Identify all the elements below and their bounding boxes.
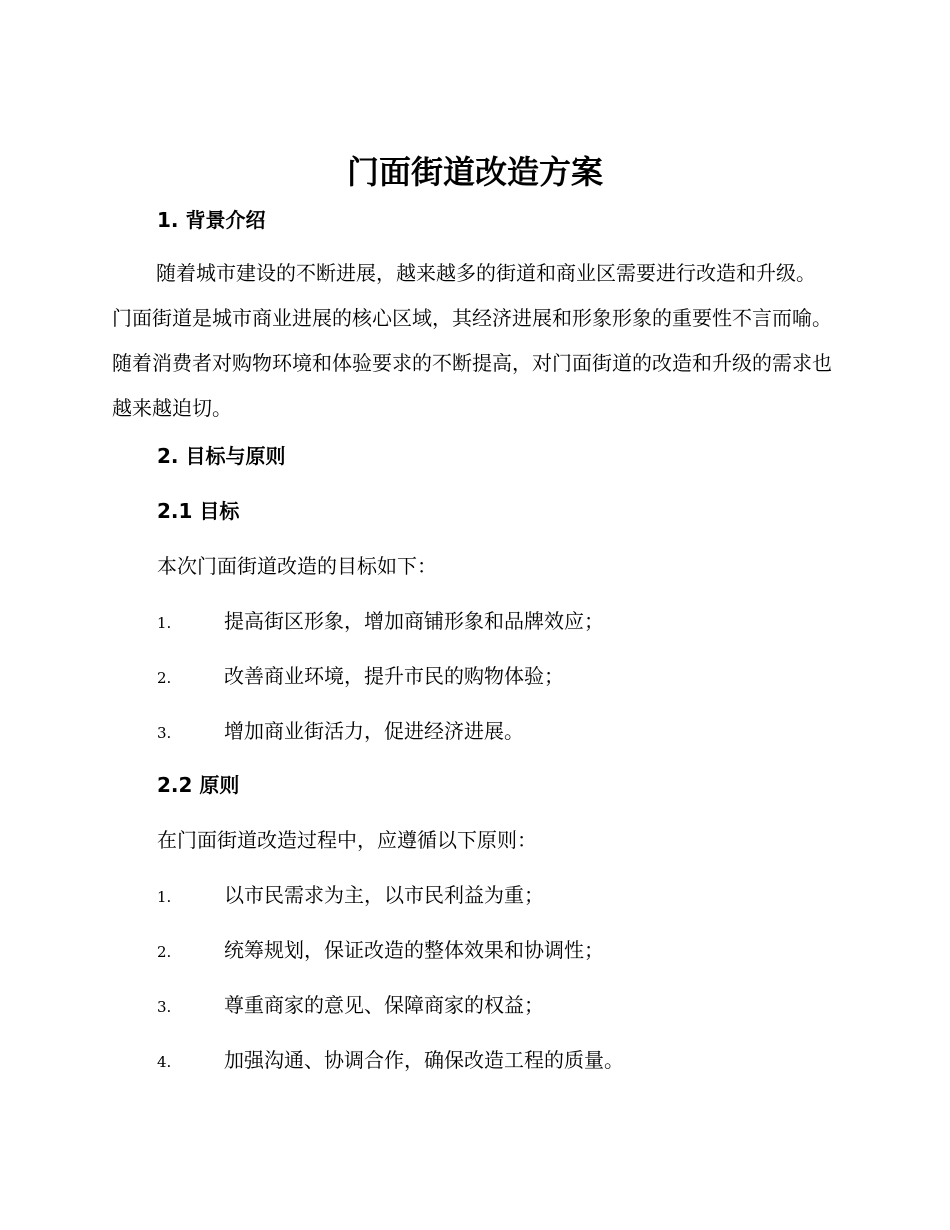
list-item (157, 662, 564, 690)
list-item (157, 607, 604, 635)
list-item (157, 936, 604, 964)
goals-intro: 本次门面街道改造的目标如下： (157, 554, 437, 578)
principles-intro: 在门面街道改造过程中，应遵循以下原则： (157, 828, 537, 852)
list-item (157, 717, 524, 745)
list-text: 加强沟通、协调合作，确保改造工程的质量。 (224, 1048, 624, 1072)
list-text: 以市民需求为主，以市民利益为重； (224, 883, 544, 907)
section-heading-goals-principles: 2. 目标与原则 (157, 444, 286, 468)
list-number: 4. (157, 1053, 172, 1071)
list-number: 1. (157, 888, 172, 906)
list-number: 3. (157, 724, 172, 742)
list-item (157, 881, 544, 909)
list-text: 提高街区形象，增加商铺形象和品牌效应； (224, 609, 604, 633)
list-item (157, 1046, 624, 1074)
list-text: 尊重商家的意见、保障商家的权益； (224, 993, 544, 1017)
list-item (157, 991, 544, 1019)
subsection-heading-goals: 2.1 目标 (157, 499, 240, 523)
background-paragraph: 随着城市建设的不断进展，越来越多的街道和商业区需要进行改造和升级。门面街道是城市商业进展的核心区域，其经济进展和形象形象的重要性不言而喻。随着消费者对购物环境和体验要求的不断提高，对门面街道的改造和升级的需求也越来越迫切。 (112, 261, 832, 420)
list-number: 2. (157, 669, 172, 687)
document-title: 门面街道改造方案 (346, 153, 603, 191)
section-heading-background: 1. 背景介绍 (157, 208, 266, 232)
list-text: 改善商业环境，提升市民的购物体验； (224, 664, 564, 688)
list-number: 1. (157, 614, 172, 632)
subsection-heading-principles: 2.2 原则 (157, 773, 240, 797)
list-text: 增加商业街活力，促进经济进展。 (224, 719, 524, 743)
list-number: 3. (157, 998, 172, 1016)
list-text: 统筹规划，保证改造的整体效果和协调性； (224, 938, 604, 962)
list-number: 2. (157, 943, 172, 961)
